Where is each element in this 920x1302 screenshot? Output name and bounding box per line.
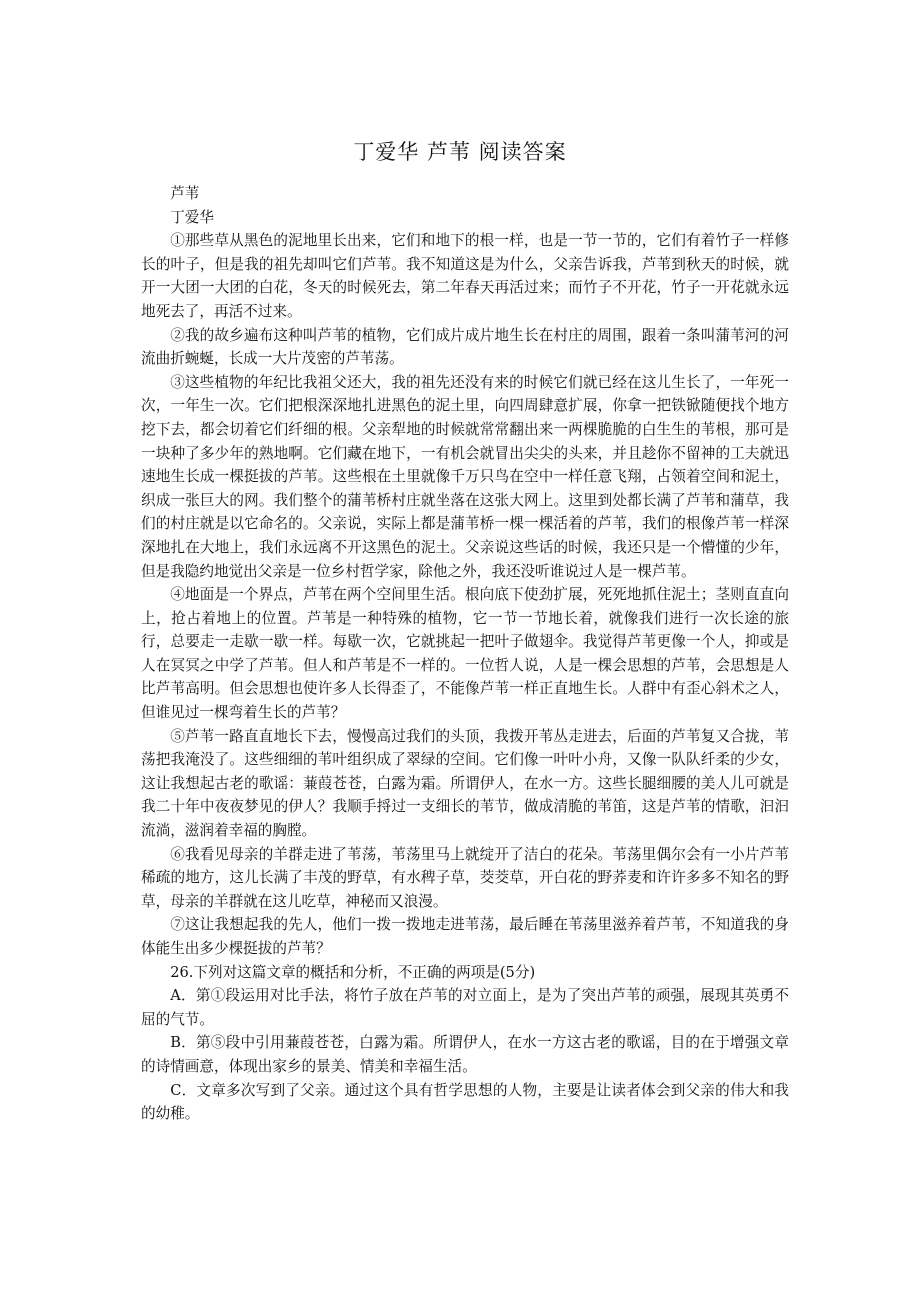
article-title: 芦苇: [170, 185, 200, 202]
document-title: 丁爱华 芦苇 阅读答案: [353, 140, 567, 165]
paragraph-7: ⑦这让我想起我的先人，他们一拨一拨地走进苇荡，最后睡在苇荡里滋养着芦苇，不知道我的身体能生出多少棵挺拔的芦苇？: [141, 916, 789, 957]
question-stem: 26.下列对这篇文章的概括和分析，不正确的两项是(5分): [170, 963, 536, 981]
question-option-a: A．第①段运用对比手法，将竹子放在芦苇的对立面上，是为了突出芦苇的顽强，展现其英勇不屈的气节。: [141, 987, 789, 1028]
paragraph-6: ⑥我看见母亲的羊群走进了苇荡，苇荡里马上就绽开了洁白的花朵。苇荡里偶尔会有一小片芦苇稀疏的地方，这儿长满了丰茂的野草，有水稗子草，茭茭草，开白花的野荞麦和许许多多不知名的野草，母亲的羊群就在这儿吃草，神秘而又浪漫。: [141, 845, 789, 910]
paragraph-3: ③这些植物的年纪比我祖父还大，我的祖先还没有来的时候它们就已经在这儿生长了，一年死一次，一年生一次。它们把根深深地扎进黑色的泥土里，向四周肆意扩展，你拿一把铁锨随便找个地方挖下去，都会切着它们纤细的根。父亲犁地的时候就常常翻出来一两棵脆脆的白生生的苇根，那可是一块种了多少年的熟地啊。它们藏在地下，一有机会就冒出尖尖的头来，并且趁你不留神的工夫就迅速地生长成一棵挺拔的芦苇。这些根在土里就像千万只鸟在空中一样任意飞翔，占领着空间和泥土，织成一张巨大的网。我们整个的蒲苇桥村庄就坐落在这张大网上。这里到处都长满了芦苇和蒲草，我们的村庄就是以它命名的。父亲说，实际上都是蒲苇桥一棵一棵活着的芦苇，我们的根像芦苇一样深深地扎在大地上，我们永远离不开这黑色的泥土。父亲说这些话的时候，我还只是一个懵懂的少年，但是我隐约地觉出父亲是一位乡村哲学家，除他之外，我还没听谁说过人是一棵芦苇。: [141, 373, 789, 580]
paragraph-1: ①那些草从黑色的泥地里长出来，它们和地下的根一样，也是一节一节的，它们有着竹子一样修长的叶子，但是我的祖先却叫它们芦苇。我不知道这是为什么，父亲告诉我，芦苇到秋天的时候，就开一大团一大团的白花，冬天的时候死去，第二年春天再活过来；而竹子不开花，竹子一开花就永远地死去了，再活不过来。: [141, 232, 789, 320]
document-body: [141, 182, 789, 1126]
question-option-c: C．文章多次写到了父亲。通过这个具有哲学思想的人物，主要是让读者体会到父亲的伟大和我的幼稚。: [141, 1081, 789, 1123]
paragraph-4: ④地面是一个界点，芦苇在两个空间里生活。根向底下使劲扩展，死死地抓住泥土；茎则直直向上，抢占着地上的位置。芦苇是一种特殊的植物，它一节一节地长着，就像我们进行一次长途的旅行，总要走一走歇一歇一样。每歇一次，它就挑起一把叶子做翅伞。我觉得芦苇更像一个人，抑或是人在冥冥之中学了芦苇。但人和芦苇是不一样的。一位哲人说，人是一棵会思想的芦苇，会思想是人比芦苇高明。但会思想也使许多人长得歪了，不能像芦苇一样正直地生长。人群中有歪心斜术之人，但谁见过一棵弯着生长的芦苇？: [141, 586, 789, 722]
paragraph-5: ⑤芦苇一路直直地长下去，慢慢高过我们的头顶，我拨开苇丛走进去，后面的芦苇复又合拢，苇荡把我淹没了。这些细细的苇叶组织成了翠绿的空间。它们像一叶叶小舟，又像一队队纤柔的少女，这让我想起古老的歌谣：蒹葭苍苍，白露为霜。所谓伊人，在水一方。这些长腿细腰的美人儿可就是我二十年中夜夜梦见的伊人？我顺手捋过一支细长的苇节，做成清脆的苇笛，这是芦苇的情歌，汩汩流淌，滋润着幸福的胸膛。: [141, 727, 789, 840]
article-author: 丁爱华: [170, 208, 214, 226]
paragraph-2: ②我的故乡遍布这种叫芦苇的植物，它们成片成片地生长在村庄的周围，跟着一条叫蒲苇河的河流曲折蜿蜒，长成一大片茂密的芦苇荡。: [141, 326, 789, 368]
question-option-b: B．第⑤段中引用蒹葭苍苍，白露为霜。所谓伊人，在水一方这古老的歌谣，目的在于增强文章的诗情画意，体现出家乡的景美、情美和幸福生活。: [141, 1034, 789, 1075]
